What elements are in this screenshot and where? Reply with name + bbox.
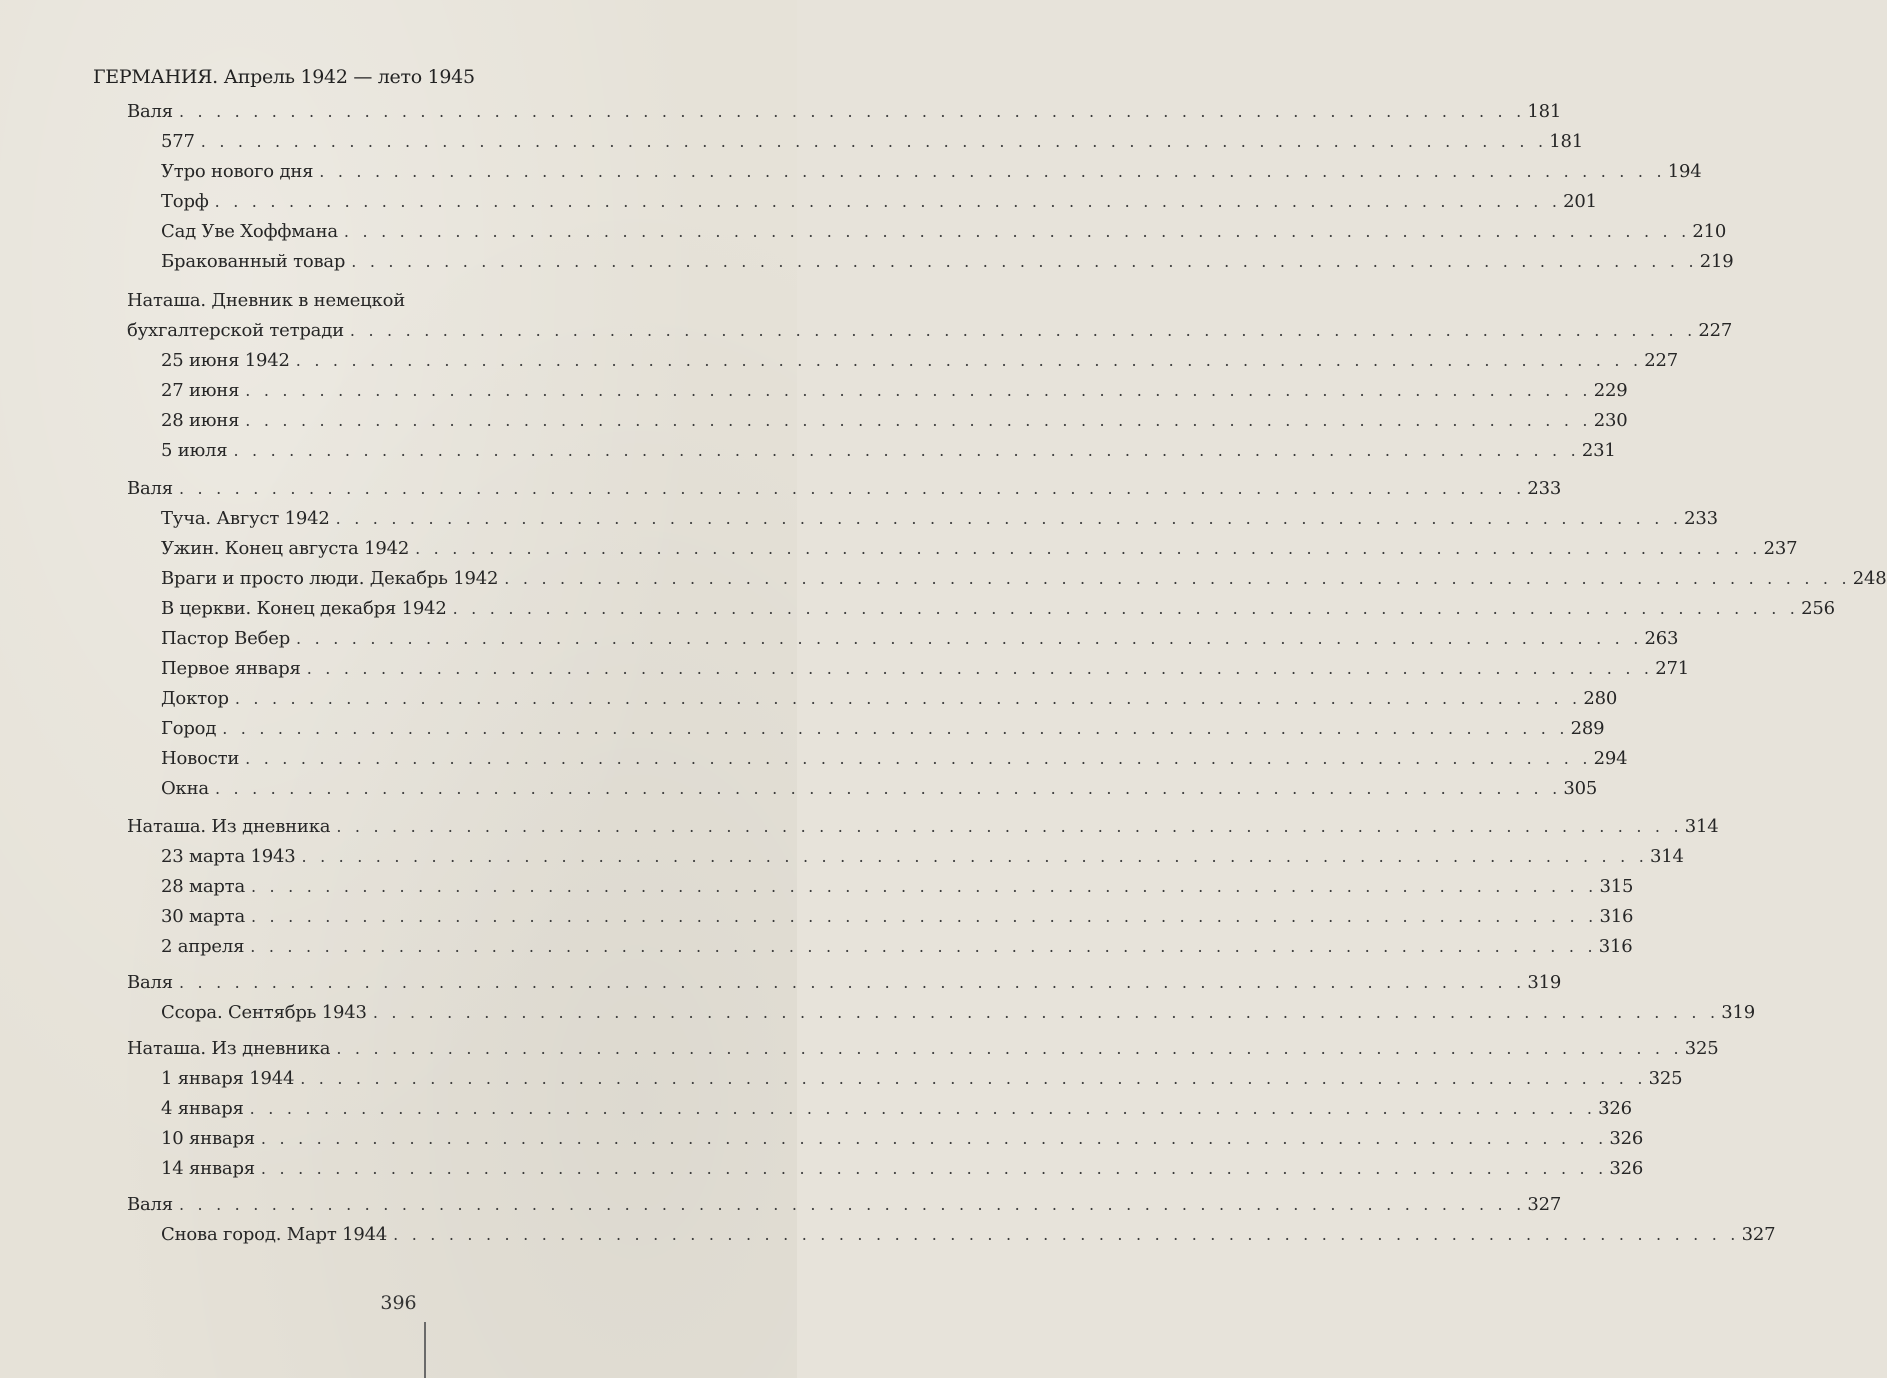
toc-entry-page: 181 bbox=[1527, 101, 1562, 122]
toc-entry-page: 326 bbox=[1598, 1098, 1632, 1119]
toc-entry-title: Бракованный товар bbox=[161, 251, 346, 272]
toc-entry-title: Валя bbox=[127, 478, 173, 499]
toc-entry bbox=[161, 408, 1628, 434]
dot-leader: . . . . . . . . . . . . . . . . . . . . . . . . . . . . . . . . . . . . . . . . . . . . . . . . . . . . . . . . . . . . . . . . . . . . . . . . . bbox=[343, 222, 1691, 241]
toc-entry-title: Город bbox=[161, 718, 217, 739]
toc-entry-title: Валя bbox=[127, 1194, 173, 1215]
toc-entry bbox=[161, 348, 1679, 374]
dot-leader: . . . . . . . . . . . . . . . . . . . . . . . . . . . . . . . . . . . . . . . . . . . . . . . . . . . . . . . . . . . . . . . . . . . . . . . . . bbox=[504, 569, 1851, 588]
toc-entry bbox=[161, 776, 1598, 802]
page-edge-line bbox=[424, 1322, 426, 1378]
dot-leader: . . . . . . . . . . . . . . . . . . . . . . . . . . . . . . . . . . . . . . . . . . . . . . . . . . . . . . . . . . . . . . . . . . . . . . . . . bbox=[301, 847, 1648, 866]
toc-entry-title: 577 bbox=[161, 131, 195, 152]
toc-entry bbox=[127, 1036, 1719, 1062]
dot-leader: . . . . . . . . . . . . . . . . . . . . . . . . . . . . . . . . . . . . . . . . . . . . . . . . . . . . . . . . . . . . . . . . . . . . . . . . . bbox=[200, 132, 1548, 151]
toc-entry bbox=[161, 716, 1605, 742]
toc-entry bbox=[127, 318, 1733, 344]
toc-entry-title: Туча. Август 1942 bbox=[161, 508, 330, 529]
dot-leader: . . . . . . . . . . . . . . . . . . . . . . . . . . . . . . . . . . . . . . . . . . . . . . . . . . . . . . . . . . . . . . . . . . . . . . . . . bbox=[336, 1039, 1683, 1058]
toc-entry-page: 280 bbox=[1583, 688, 1618, 709]
dot-leader: . . . . . . . . . . . . . . . . . . . . . . . . . . . . . . . . . . . . . . . . . . . . . . . . . . . . . . . . . . . . . . . . . . . . . . . . . bbox=[295, 351, 1643, 370]
toc-entry bbox=[161, 1096, 1632, 1122]
toc-entry-title: Валя bbox=[127, 972, 173, 993]
toc-entry-page: 219 bbox=[1699, 251, 1734, 272]
toc-entry-title: Утро нового дня bbox=[161, 161, 314, 182]
dot-leader: . . . . . . . . . . . . . . . . . . . . . . . . . . . . . . . . . . . . . . . . . . . . . . . . . . . . . . . . . . . . . . . . . . . . . . . . . bbox=[250, 877, 1598, 896]
dot-leader: . . . . . . . . . . . . . . . . . . . . . . . . . . . . . . . . . . . . . . . . . . . . . . . . . . . . . . . . . . . . . . . . . . . . . . . . . bbox=[296, 629, 1643, 648]
toc-entry-page: 305 bbox=[1563, 778, 1598, 799]
toc-entry bbox=[161, 904, 1634, 930]
dot-leader: . . . . . . . . . . . . . . . . . . . . . . . . . . . . . . . . . . . . . . . . . . . . . . . . . . . . . . . . . . . . . . . . . . . . . . . . . bbox=[234, 689, 1582, 708]
toc-entry bbox=[161, 249, 1734, 275]
dot-leader: . . . . . . . . . . . . . . . . . . . . . . . . . . . . . . . . . . . . . . . . . . . . . . . . . . . . . . . . . . . . . . . . . . . . . . . . . bbox=[250, 937, 1597, 956]
toc-entry bbox=[127, 1192, 1562, 1218]
dot-leader: . . . . . . . . . . . . . . . . . . . . . . . . . . . . . . . . . . . . . . . . . . . . . . . . . . . . . . . . . . . . . . . . . . . . . . . . . bbox=[393, 1225, 1740, 1244]
dot-leader: . . . . . . . . . . . . . . . . . . . . . . . . . . . . . . . . . . . . . . . . . . . . . . . . . . . . . . . . . . . . . . . . . . . . . . . . . bbox=[245, 381, 1592, 400]
toc-entry-title: 4 января bbox=[161, 1098, 244, 1119]
toc-entry-title: 5 июля bbox=[161, 440, 228, 461]
toc-entry-page: 248 bbox=[1852, 568, 1887, 589]
toc-entry-page: 237 bbox=[1763, 538, 1798, 559]
toc-entry-page: 315 bbox=[1599, 876, 1634, 897]
toc-entry bbox=[161, 596, 1835, 622]
dot-leader: . . . . . . . . . . . . . . . . . . . . . . . . . . . . . . . . . . . . . . . . . . . . . . . . . . . . . . . . . . . . . . . . . . . . . . . . . bbox=[319, 162, 1666, 181]
dot-leader: . . . . . . . . . . . . . . . . . . . . . . . . . . . . . . . . . . . . . . . . . . . . . . . . . . . . . . . . . . . . . . . . . . . . . . . . . bbox=[306, 659, 1654, 678]
toc-entry-page: 316 bbox=[1598, 936, 1633, 957]
dot-leader: . . . . . . . . . . . . . . . . . . . . . . . . . . . . . . . . . . . . . . . . . . . . . . . . . . . . . . . . . . . . . . . . . . . . . . . . . bbox=[249, 1099, 1597, 1118]
toc-entry bbox=[161, 1222, 1776, 1248]
dot-leader: . . . . . . . . . . . . . . . . . . . . . . . . . . . . . . . . . . . . . . . . . . . . . . . . . . . . . . . . . . . . . . . . . . . . . . . . . bbox=[372, 1003, 1720, 1022]
dot-leader: . . . . . . . . . . . . . . . . . . . . . . . . . . . . . . . . . . . . . . . . . . . . . . . . . . . . . . . . . . . . . . . . . . . . . . . . . bbox=[178, 973, 1526, 992]
toc-entry bbox=[127, 814, 1719, 840]
toc-entry bbox=[161, 536, 1798, 562]
section-title: ГЕРМАНИЯ. Апрель 1942 — лето 1945 bbox=[93, 66, 475, 88]
toc-entry-title: 28 марта bbox=[161, 876, 245, 897]
toc-entry bbox=[161, 1156, 1644, 1182]
toc-entry-title: Торф bbox=[161, 191, 209, 212]
toc-entry-title: В церкви. Конец декабря 1942 bbox=[161, 598, 447, 619]
toc-entry-title: Враги и просто люди. Декабрь 1942 bbox=[161, 568, 499, 589]
toc-entry bbox=[161, 626, 1679, 652]
toc-entry bbox=[161, 934, 1633, 960]
toc-entry bbox=[161, 506, 1718, 532]
toc-entry-page: 231 bbox=[1581, 440, 1616, 461]
dot-leader: . . . . . . . . . . . . . . . . . . . . . . . . . . . . . . . . . . . . . . . . . . . . . . . . . . . . . . . . . . . . . . . . . . . . . . . . . bbox=[214, 779, 1562, 798]
toc-entry-page: 227 bbox=[1644, 350, 1679, 371]
page-number: 396 bbox=[380, 1292, 417, 1314]
toc-entry bbox=[161, 566, 1887, 592]
toc-entry-title: Сад Уве Хоффмана bbox=[161, 221, 338, 242]
dot-leader: . . . . . . . . . . . . . . . . . . . . . . . . . . . . . . . . . . . . . . . . . . . . . . . . . . . . . . . . . . . . . . . . . . . . . . . . . bbox=[415, 539, 1762, 558]
toc-entry bbox=[161, 129, 1583, 155]
toc-entry-title: Доктор bbox=[161, 688, 229, 709]
toc-entry-title: Наташа. Из дневника bbox=[127, 816, 331, 837]
toc-entry bbox=[161, 378, 1628, 404]
toc-entry-title: 25 июня 1942 bbox=[161, 350, 290, 371]
dot-leader: . . . . . . . . . . . . . . . . . . . . . . . . . . . . . . . . . . . . . . . . . . . . . . . . . . . . . . . . . . . . . . . . . . . . . . . . . bbox=[260, 1159, 1608, 1178]
dot-leader: . . . . . . . . . . . . . . . . . . . . . . . . . . . . . . . . . . . . . . . . . . . . . . . . . . . . . . . . . . . . . . . . . . . . . . . . . bbox=[233, 441, 1580, 460]
toc-entry-page: 210 bbox=[1692, 221, 1727, 242]
toc-entry-page: 325 bbox=[1684, 1038, 1719, 1059]
toc-entry-page: 256 bbox=[1801, 598, 1835, 619]
toc-entry-title: бухгалтерской тетради bbox=[127, 320, 344, 341]
toc-entry bbox=[161, 686, 1618, 712]
dot-leader: . . . . . . . . . . . . . . . . . . . . . . . . . . . . . . . . . . . . . . . . . . . . . . . . . . . . . . . . . . . . . . . . . . . . . . . . . bbox=[335, 509, 1683, 528]
toc-entry bbox=[161, 874, 1634, 900]
toc-entry-page: 194 bbox=[1667, 161, 1702, 182]
toc-entry-title: Ужин. Конец августа 1942 bbox=[161, 538, 410, 559]
toc-entry-page: 289 bbox=[1570, 718, 1605, 739]
toc-entry-page: 229 bbox=[1593, 380, 1628, 401]
toc-entry bbox=[127, 970, 1562, 996]
toc-entry-page: 326 bbox=[1609, 1158, 1644, 1179]
toc-entry-title: Наташа. Из дневника bbox=[127, 1038, 331, 1059]
dot-leader: . . . . . . . . . . . . . . . . . . . . . . . . . . . . . . . . . . . . . . . . . . . . . . . . . . . . . . . . . . . . . . . . . . . . . . . . . bbox=[178, 102, 1526, 121]
toc-entry bbox=[127, 476, 1562, 502]
dot-leader: . . . . . . . . . . . . . . . . . . . . . . . . . . . . . . . . . . . . . . . . . . . . . . . . . . . . . . . . . . . . . . . . . . . . . . . . . bbox=[336, 817, 1683, 836]
toc-entry-title: Ссора. Сентябрь 1943 bbox=[161, 1002, 367, 1023]
toc-entry-page: 314 bbox=[1649, 846, 1684, 867]
toc-entry-page: 314 bbox=[1684, 816, 1719, 837]
toc-entry-page: 327 bbox=[1527, 1194, 1562, 1215]
toc-entry-title: 30 марта bbox=[161, 906, 245, 927]
toc-entry-title: 2 апреля bbox=[161, 936, 245, 957]
toc-entry-title: Окна bbox=[161, 778, 209, 799]
toc-entry bbox=[161, 746, 1628, 772]
dot-leader: . . . . . . . . . . . . . . . . . . . . . . . . . . . . . . . . . . . . . . . . . . . . . . . . . . . . . . . . . . . . . . . . . . . . . . . . . bbox=[452, 599, 1800, 618]
toc-entry-page: 271 bbox=[1655, 658, 1689, 679]
toc-entry-page: 319 bbox=[1721, 1002, 1756, 1023]
dot-leader: . . . . . . . . . . . . . . . . . . . . . . . . . . . . . . . . . . . . . . . . . . . . . . . . . . . . . . . . . . . . . . . . . . . . . . . . . bbox=[222, 719, 1569, 738]
toc-entry-title: Снова город. Март 1944 bbox=[161, 1224, 388, 1245]
toc-entry bbox=[161, 1066, 1683, 1092]
dot-leader: . . . . . . . . . . . . . . . . . . . . . . . . . . . . . . . . . . . . . . . . . . . . . . . . . . . . . . . . . . . . . . . . . . . . . . . . . bbox=[245, 411, 1592, 430]
toc-entry-page: 326 bbox=[1609, 1128, 1644, 1149]
dot-leader: . . . . . . . . . . . . . . . . . . . . . . . . . . . . . . . . . . . . . . . . . . . . . . . . . . . . . . . . . . . . . . . . . . . . . . . . . bbox=[178, 1195, 1526, 1214]
toc-entry-page: 233 bbox=[1527, 478, 1562, 499]
toc-entry bbox=[127, 288, 411, 314]
toc-entry-page: 319 bbox=[1527, 972, 1562, 993]
toc-entry bbox=[161, 438, 1616, 464]
dot-leader: . . . . . . . . . . . . . . . . . . . . . . . . . . . . . . . . . . . . . . . . . . . . . . . . . . . . . . . . . . . . . . . . . . . . . . . . . bbox=[214, 192, 1562, 211]
toc-entry-page: 316 bbox=[1599, 906, 1634, 927]
dot-leader: . . . . . . . . . . . . . . . . . . . . . . . . . . . . . . . . . . . . . . . . . . . . . . . . . . . . . . . . . . . . . . . . . . . . . . . . . bbox=[349, 321, 1697, 340]
toc-entry-page: 263 bbox=[1644, 628, 1679, 649]
toc-entry bbox=[127, 99, 1562, 125]
dot-leader: . . . . . . . . . . . . . . . . . . . . . . . . . . . . . . . . . . . . . . . . . . . . . . . . . . . . . . . . . . . . . . . . . . . . . . . . . bbox=[260, 1129, 1608, 1148]
toc-entry-page: 327 bbox=[1741, 1224, 1776, 1245]
toc-entry-title: 10 января bbox=[161, 1128, 255, 1149]
dot-leader: . . . . . . . . . . . . . . . . . . . . . . . . . . . . . . . . . . . . . . . . . . . . . . . . . . . . . . . . . . . . . . . . . . . . . . . . . bbox=[351, 252, 1698, 271]
toc-entry bbox=[161, 844, 1684, 870]
toc-entry-title: 23 марта 1943 bbox=[161, 846, 296, 867]
toc-entry-title: Новости bbox=[161, 748, 240, 769]
toc-entry bbox=[161, 656, 1689, 682]
toc-entry-page: 233 bbox=[1684, 508, 1718, 529]
toc-entry bbox=[161, 159, 1702, 185]
toc-entry-title: 27 июня bbox=[161, 380, 240, 401]
toc-entry-page: 201 bbox=[1563, 191, 1597, 212]
toc-entry-page: 181 bbox=[1549, 131, 1583, 152]
dot-leader: . . . . . . . . . . . . . . . . . . . . . . . . . . . . . . . . . . . . . . . . . . . . . . . . . . . . . . . . . . . . . . . . . . . . . . . . . bbox=[178, 479, 1526, 498]
toc-entry-page: 325 bbox=[1648, 1068, 1683, 1089]
toc-entry-page: 230 bbox=[1593, 410, 1628, 431]
toc-entry-title: Валя bbox=[127, 101, 173, 122]
toc-entry-page: 294 bbox=[1593, 748, 1628, 769]
toc-entry-page: 227 bbox=[1698, 320, 1733, 341]
toc-entry-title: Наташа. Дневник в немецкой bbox=[127, 290, 406, 311]
toc-entry-title: Пастор Вебер bbox=[161, 628, 291, 649]
toc-entry bbox=[161, 189, 1597, 215]
toc-entry-title: 14 января bbox=[161, 1158, 255, 1179]
toc-entry bbox=[161, 1000, 1756, 1026]
dot-leader: . . . . . . . . . . . . . . . . . . . . . . . . . . . . . . . . . . . . . . . . . . . . . . . . . . . . . . . . . . . . . . . . . . . . . . . . . bbox=[250, 907, 1598, 926]
dot-leader: . . . . . . . . . . . . . . . . . . . . . . . . . . . . . . . . . . . . . . . . . . . . . . . . . . . . . . . . . . . . . . . . . . . . . . . . . bbox=[245, 749, 1592, 768]
toc-entry bbox=[161, 1126, 1644, 1152]
toc-entry bbox=[161, 219, 1727, 245]
dot-leader: . . . . . . . . . . . . . . . . . . . . . . . . . . . . . . . . . . . . . . . . . . . . . . . . . . . . . . . . . . . . . . . . . . . . . . . . . bbox=[300, 1069, 1647, 1088]
toc-entry-title: 28 июня bbox=[161, 410, 240, 431]
toc-entry-title: 1 января 1944 bbox=[161, 1068, 295, 1089]
toc-entry-title: Первое января bbox=[161, 658, 301, 679]
